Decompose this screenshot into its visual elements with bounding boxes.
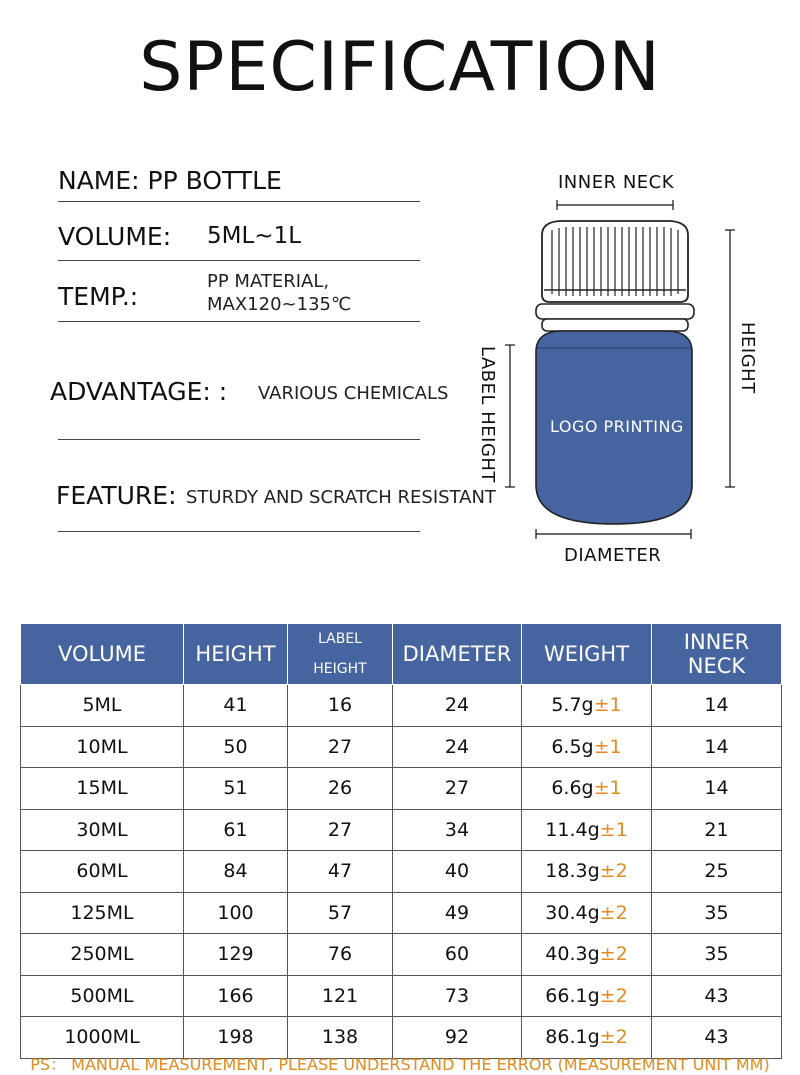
cell-volume: 15ML [21, 768, 184, 810]
spec-advantage-label: ADVANTAGE: : [50, 377, 228, 406]
weight-tolerance: ±2 [599, 1026, 628, 1049]
diameter-dimension [536, 529, 691, 539]
table-row [21, 768, 782, 810]
cell-weight [522, 892, 652, 934]
cell-label-height: 26 [288, 768, 393, 810]
cell-label-height: 16 [288, 685, 393, 727]
logo-printing-label: LOGO PRINTING [550, 417, 684, 436]
weight-tolerance: ±2 [599, 943, 628, 966]
col-label-height [288, 624, 393, 685]
weight-value: 66.1g [545, 984, 600, 1007]
cell-diameter: 73 [393, 975, 522, 1017]
col-volume: VOLUME [21, 624, 184, 685]
inner-neck-dimension [557, 200, 673, 210]
cell-volume: 10ML [21, 726, 184, 768]
weight-value: 6.5g [551, 735, 594, 758]
spec-temp-value-1: PP MATERIAL, [207, 271, 330, 292]
spec-name: NAME: PP BOTTLE [58, 166, 282, 195]
cell-label-height: 27 [288, 809, 393, 851]
weight-tolerance: ±1 [599, 818, 628, 841]
cell-inner-neck: 25 [652, 851, 782, 893]
cell-volume: 60ML [21, 851, 184, 893]
label-height-dimension [505, 345, 515, 487]
table-row [21, 851, 782, 893]
cell-diameter: 24 [393, 726, 522, 768]
cell-height: 61 [184, 809, 288, 851]
spec-volume-label: VOLUME: [58, 222, 172, 251]
cell-height: 41 [184, 685, 288, 727]
cell-volume: 30ML [21, 809, 184, 851]
table-row [21, 726, 782, 768]
table-header-row [21, 624, 782, 685]
cell-label-height: 138 [288, 1017, 393, 1059]
page-title: SPECIFICATION [139, 28, 661, 107]
cell-diameter: 92 [393, 1017, 522, 1059]
cell-inner-neck: 14 [652, 685, 782, 727]
weight-value: 86.1g [545, 1026, 600, 1049]
spec-temp-label: TEMP.: [58, 282, 139, 311]
cell-diameter: 40 [393, 851, 522, 893]
cell-volume: 250ML [21, 934, 184, 976]
weight-tolerance: ±2 [599, 901, 628, 924]
cell-inner-neck: 35 [652, 934, 782, 976]
cell-height: 100 [184, 892, 288, 934]
weight-value: 40.3g [545, 943, 600, 966]
cell-height: 50 [184, 726, 288, 768]
cell-height: 198 [184, 1017, 288, 1059]
spec-feature-value: STURDY AND SCRATCH RESISTANT [186, 487, 496, 508]
cell-diameter: 49 [393, 892, 522, 934]
spec-temp-value-2: MAX120~135℃ [207, 294, 352, 315]
table-row [21, 975, 782, 1017]
col-weight: WEIGHT [522, 624, 652, 685]
cell-weight [522, 768, 652, 810]
divider [58, 321, 420, 322]
footnote: PS： MANUAL MEASUREMENT, PLEASE UNDERSTAND THE ERROR (MEASUREMENT UNIT MM) [30, 1055, 770, 1074]
divider [58, 439, 420, 440]
cell-weight [522, 809, 652, 851]
cell-volume: 5ML [21, 685, 184, 727]
spec-volume-value: 5ML~1L [207, 223, 302, 249]
weight-tolerance: ±2 [599, 984, 628, 1007]
cell-height: 84 [184, 851, 288, 893]
diameter-label: DIAMETER [564, 545, 662, 566]
height-dimension [725, 230, 735, 487]
weight-tolerance: ±1 [593, 694, 622, 717]
height-label: HEIGHT [737, 322, 758, 394]
bottle-cap [542, 221, 688, 302]
cell-label-height: 47 [288, 851, 393, 893]
cell-label-height: 121 [288, 975, 393, 1017]
cell-volume: 500ML [21, 975, 184, 1017]
table-row [21, 934, 782, 976]
cell-weight [522, 851, 652, 893]
cell-inner-neck: 14 [652, 726, 782, 768]
divider [58, 201, 420, 202]
cell-weight [522, 726, 652, 768]
cell-label-height: 76 [288, 934, 393, 976]
weight-tolerance: ±2 [599, 860, 628, 883]
cell-inner-neck: 35 [652, 892, 782, 934]
cell-height: 129 [184, 934, 288, 976]
bottle-neck [536, 304, 694, 331]
cell-diameter: 34 [393, 809, 522, 851]
col-diameter: DIAMETER [393, 624, 522, 685]
weight-value: 30.4g [545, 901, 600, 924]
weight-value: 11.4g [545, 818, 600, 841]
spec-advantage-value: VARIOUS CHEMICALS [258, 383, 449, 404]
col-height: HEIGHT [184, 624, 288, 685]
cell-label-height: 57 [288, 892, 393, 934]
cell-volume: 1000ML [21, 1017, 184, 1059]
cell-weight [522, 934, 652, 976]
cell-diameter: 60 [393, 934, 522, 976]
cell-height: 166 [184, 975, 288, 1017]
cell-weight [522, 685, 652, 727]
divider [58, 531, 420, 532]
weight-value: 5.7g [551, 694, 594, 717]
spec-feature-label: FEATURE: [56, 481, 177, 510]
table-row [21, 892, 782, 934]
cell-inner-neck: 21 [652, 809, 782, 851]
cell-volume: 125ML [21, 892, 184, 934]
weight-tolerance: ±1 [593, 777, 622, 800]
cell-inner-neck: 43 [652, 1017, 782, 1059]
weight-value: 18.3g [545, 860, 600, 883]
table-row [21, 809, 782, 851]
col-inner-neck: INNER NECK [652, 624, 782, 685]
cell-diameter: 24 [393, 685, 522, 727]
label-height-label: LABEL HEIGHT [477, 346, 498, 483]
inner-neck-label: INNER NECK [558, 172, 675, 193]
cell-weight [522, 975, 652, 1017]
cell-inner-neck: 43 [652, 975, 782, 1017]
cell-height: 51 [184, 768, 288, 810]
col-label-height-line1: LABEL [318, 631, 362, 647]
spec-table [20, 623, 782, 1059]
cell-diameter: 27 [393, 768, 522, 810]
weight-tolerance: ±1 [593, 735, 622, 758]
cell-label-height: 27 [288, 726, 393, 768]
bottle-diagram [460, 190, 780, 550]
cell-inner-neck: 14 [652, 768, 782, 810]
divider [58, 260, 420, 261]
weight-value: 6.6g [551, 777, 594, 800]
col-label-height-line2: HEIGHT [313, 661, 367, 677]
table-row [21, 685, 782, 727]
